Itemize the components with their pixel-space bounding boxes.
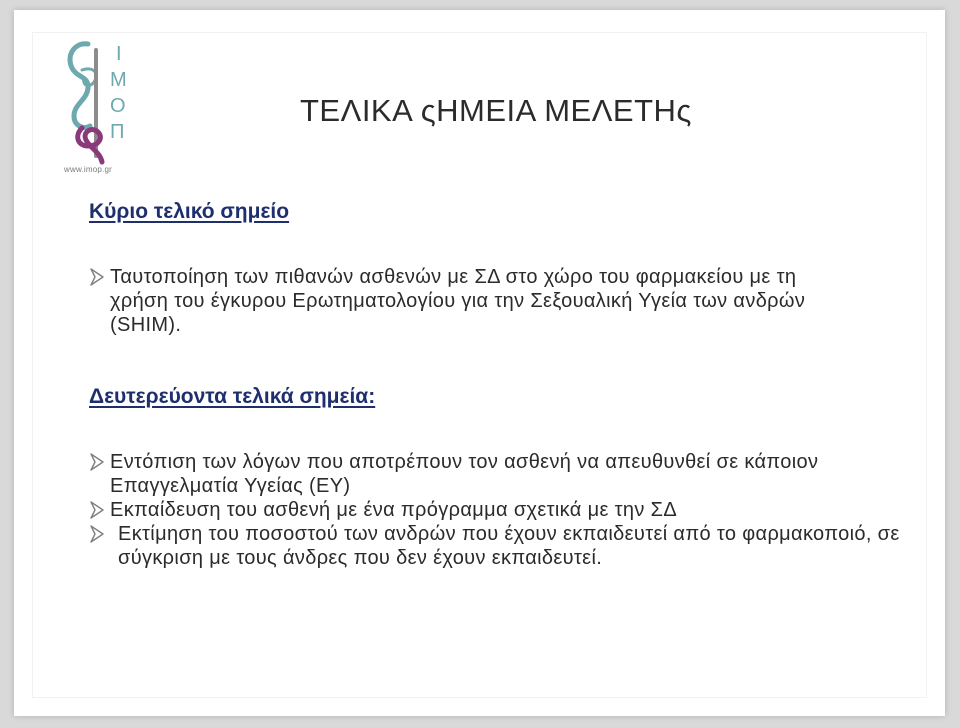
logo-letter-4: Π	[110, 121, 125, 143]
arrow-bullet-icon	[89, 525, 105, 543]
bullet-text: Ταυτοποίηση των πιθανών ασθενών με ΣΔ στο χώρο του φαρμακείου με τη χρήση του έγκυρου Ερωτηματολογίου για την Σεξουαλική Υγεία των ανδρών (SHIM).	[110, 266, 806, 336]
list-item	[86, 450, 948, 498]
list-item	[86, 522, 948, 570]
slide	[14, 10, 945, 716]
secondary-endpoints-list	[86, 450, 948, 570]
arrow-bullet-icon	[89, 501, 105, 519]
slide-content	[32, 32, 927, 698]
bullet-text: Εκπαίδευση του ασθενή με ένα πρόγραμμα σχετικά με την ΣΔ	[110, 499, 678, 521]
logo-letter-2: Μ	[110, 69, 127, 91]
slide-title: ΤΕΛΙΚΑ ςΗΜΕΙΑ ΜΕΛΕΤΗς	[300, 93, 692, 128]
primary-endpoint-list	[86, 265, 830, 337]
logo-url: www.imop.gr	[64, 165, 112, 174]
arrow-bullet-icon	[89, 268, 105, 286]
logo-purple-serpent	[78, 128, 102, 162]
logo-letter-1: Ι	[116, 43, 122, 65]
primary-endpoint-heading: Κύριο τελικό σημείο	[89, 200, 290, 223]
list-item	[86, 498, 948, 522]
secondary-endpoints-heading: Δευτερεύοντα τελικά σημεία:	[89, 385, 376, 408]
imop-logo	[44, 30, 144, 175]
list-item	[86, 265, 830, 337]
bullet-text: Εκτίμηση του ποσοστού των ανδρών που έχουν εκπαιδευτεί από το φαρμακοποιό, σε σύγκριση με τους άνδρες που δεν έχουν εκπαιδευτεί.	[118, 523, 900, 569]
bullet-text: Εντόπιση των λόγων που αποτρέπουν τον ασθενή να απευθυνθεί σε κάποιον Επαγγελματία Υγείας (ΕΥ)	[110, 451, 819, 497]
arrow-bullet-icon	[89, 453, 105, 471]
logo-letter-3: Ο	[110, 95, 126, 117]
